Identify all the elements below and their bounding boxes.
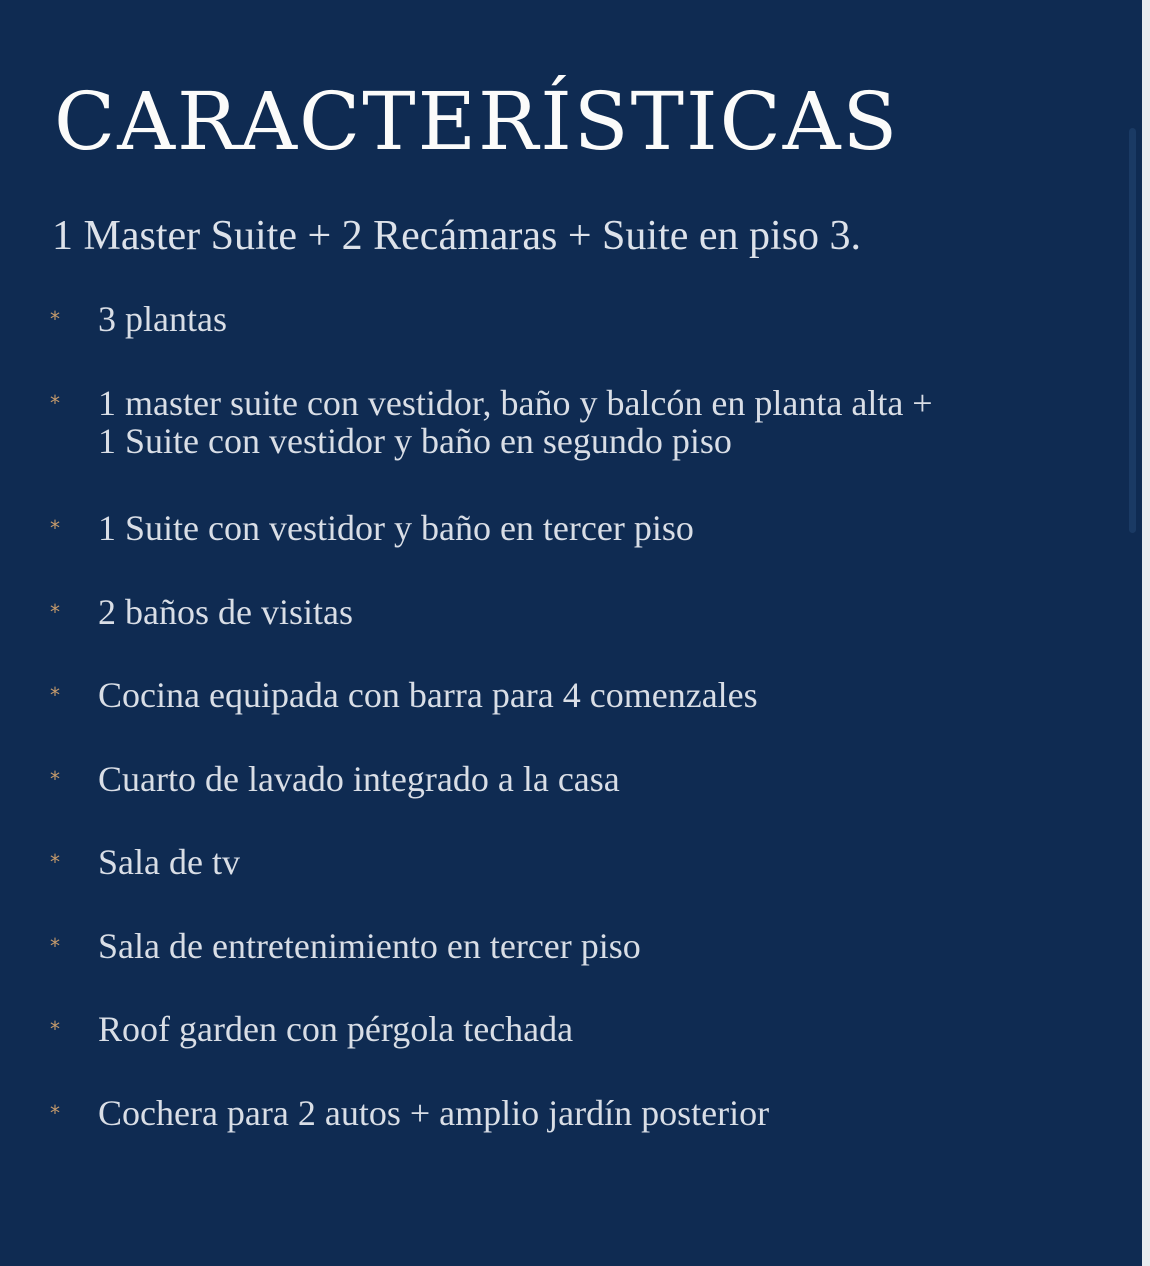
asterisk-bullet-icon: *: [50, 850, 60, 874]
feature-item: [50, 509, 1050, 547]
feature-text: 3 plantas: [98, 299, 227, 339]
feature-item: [50, 300, 1050, 338]
feature-item: [50, 593, 1050, 631]
asterisk-bullet-icon: *: [50, 307, 60, 331]
feature-text: Cochera para 2 autos + amplio jardín posterior: [98, 1093, 770, 1133]
page-edge: [1142, 0, 1150, 1266]
scrollbar[interactable]: [1129, 128, 1136, 533]
asterisk-bullet-icon: *: [50, 1101, 60, 1125]
feature-text: Cuarto de lavado integrado a la casa: [98, 759, 620, 799]
feature-item: [50, 384, 1050, 460]
feature-item: [50, 760, 1050, 798]
asterisk-bullet-icon: *: [50, 391, 60, 415]
asterisk-bullet-icon: *: [50, 516, 60, 540]
feature-text: 2 baños de visitas: [98, 592, 353, 632]
feature-text: 1 Suite con vestidor y baño en tercer piso: [98, 508, 694, 548]
feature-item: [50, 676, 1050, 714]
feature-text: Roof garden con pérgola techada: [98, 1009, 574, 1049]
feature-item: [50, 1010, 1050, 1048]
asterisk-bullet-icon: *: [50, 683, 60, 707]
feature-text: 1 master suite con vestidor, baño y balcón en planta alta + 1 Suite con vestidor y baño en segundo piso: [98, 383, 933, 461]
page-subtitle: 1 Master Suite + 2 Recámaras + Suite en piso 3.: [52, 213, 862, 259]
feature-item: [50, 843, 1050, 881]
feature-text: Cocina equipada con barra para 4 comenzales: [98, 675, 758, 715]
feature-item: [50, 1094, 1050, 1132]
asterisk-bullet-icon: *: [50, 934, 60, 958]
page-title: CARACTERÍSTICAS: [54, 75, 900, 168]
feature-text: Sala de entretenimiento en tercer piso: [98, 926, 641, 966]
feature-text: Sala de tv: [98, 842, 240, 882]
asterisk-bullet-icon: *: [50, 1017, 60, 1041]
feature-item: [50, 927, 1050, 965]
asterisk-bullet-icon: *: [50, 600, 60, 624]
asterisk-bullet-icon: *: [50, 767, 60, 791]
